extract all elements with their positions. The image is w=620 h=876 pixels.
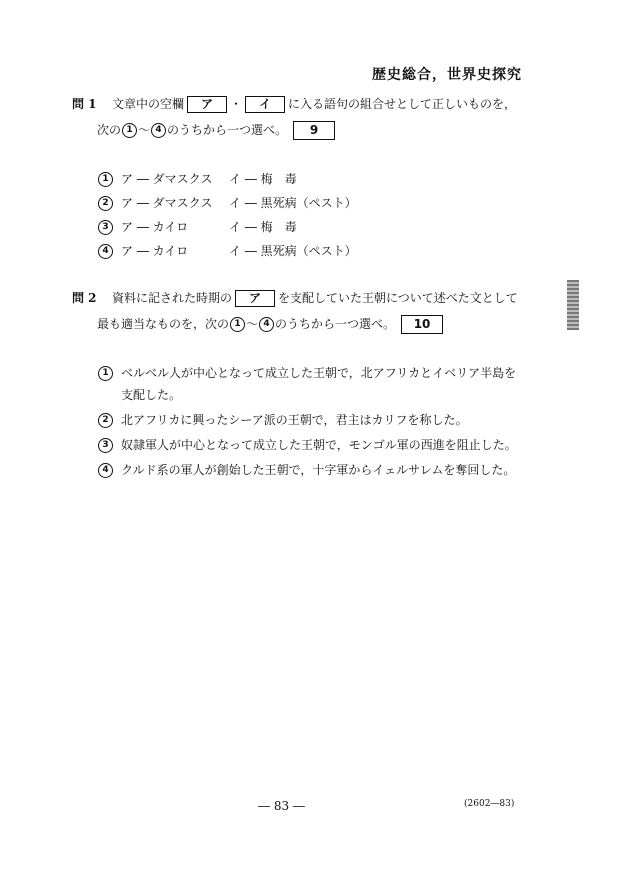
q1-line2-post: のうちから一つ選べ。 xyxy=(167,123,288,137)
q2-option-3-num: 3 xyxy=(98,438,113,453)
q1-text-pre: 文章中の空欄 xyxy=(112,97,185,111)
q1-range-start: 1 xyxy=(122,123,137,138)
q2-option-2-num: 2 xyxy=(98,413,113,428)
q1-line2-pre: 次の xyxy=(97,123,122,137)
q1-blank-a: ア xyxy=(187,96,227,113)
q2-line2-post: のうちから一つ選べ。 xyxy=(275,317,396,331)
q2-line1 xyxy=(72,290,518,307)
q1-blank-i: イ xyxy=(245,96,285,113)
q2-text-pre: 資料に記された時期の xyxy=(112,291,233,305)
q1-line2 xyxy=(97,121,335,140)
q1-option-2-a: ア ― ダマスクス xyxy=(121,196,213,210)
q1-option-2-num: 2 xyxy=(98,196,113,211)
q1-option-1-i: イ ― 梅 毒 xyxy=(229,172,297,186)
q1-option-4-num: 4 xyxy=(98,244,113,259)
q2-range-end: 4 xyxy=(259,317,274,332)
q2-range-tilde: 〜 xyxy=(246,317,259,331)
q2-option-2-text: 北アフリカに興ったシーア派の王朝で，君主はカリフを称した。 xyxy=(121,413,468,427)
q1-option-2-i: イ ― 黒死病（ペスト） xyxy=(229,196,357,210)
q2-option-1-text: ベルベル人が中心となって成立した王朝で，北アフリカとイベリア半島を xyxy=(121,366,517,380)
q2-option-1 xyxy=(97,364,516,381)
q2-line2-pre: 最も適当なものを，次の xyxy=(97,317,230,331)
q2-answer-number: 10 xyxy=(401,315,443,334)
q2-option-2 xyxy=(97,411,468,428)
q2-option-3 xyxy=(97,436,517,453)
q1-range-end: 4 xyxy=(151,123,166,138)
q1-sep: ・ xyxy=(230,97,243,111)
page-header-subject: 歴史総合，世界史探究 xyxy=(372,67,522,83)
margin-index-tab xyxy=(567,280,579,330)
q2-option-4 xyxy=(97,461,515,478)
q1-option-4-a: ア ― カイロ xyxy=(121,244,189,258)
q2-option-1-cont: 支配した。 xyxy=(121,388,182,402)
q1-range-tilde: 〜 xyxy=(138,123,151,137)
q1-option-2 xyxy=(97,194,357,211)
q1-answer-number: 9 xyxy=(293,121,335,140)
q2-option-1-num: 1 xyxy=(98,366,113,381)
q2-option-3-text: 奴隷軍人が中心となって成立した王朝で，モンゴル軍の西進を阻止した。 xyxy=(121,438,517,452)
q1-option-1-a: ア ― ダマスクス xyxy=(121,172,213,186)
q1-option-3-num: 3 xyxy=(98,220,113,235)
q1-text-post: に入る語句の組合せとして正しいものを， xyxy=(288,97,517,111)
q2-option-4-num: 4 xyxy=(98,463,113,478)
q2-option-4-text: クルド系の軍人が創始した王朝で，十字軍からイェルサレムを奪回した。 xyxy=(121,463,516,477)
page-code: (2602―83) xyxy=(464,799,515,809)
q2-range-start: 1 xyxy=(230,317,245,332)
q1-option-1-num: 1 xyxy=(98,172,113,187)
q2-label: 問 2 xyxy=(72,291,97,305)
q1-option-3-a: ア ― カイロ xyxy=(121,220,189,234)
q1-option-3 xyxy=(97,218,297,235)
q1-option-3-i: イ ― 梅 毒 xyxy=(229,220,297,234)
q1-option-4-i: イ ― 黒死病（ペスト） xyxy=(229,244,357,258)
q1-option-1 xyxy=(97,170,297,187)
q1-line1 xyxy=(72,96,516,113)
q1-label: 問 1 xyxy=(72,97,97,111)
q2-blank-a: ア xyxy=(235,290,275,307)
q1-option-4 xyxy=(97,242,357,259)
page-number: ― 83 ― xyxy=(258,799,305,813)
q2-text-post: を支配していた王朝について述べた文として xyxy=(278,291,518,305)
q2-line2 xyxy=(97,315,443,334)
